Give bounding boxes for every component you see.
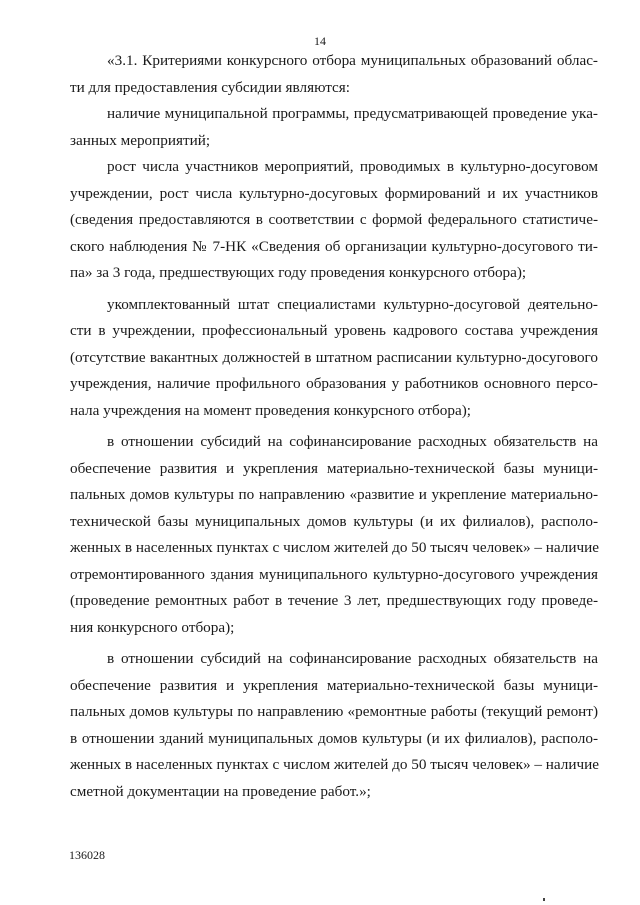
text-line: сти в учреждении, профессиональный уровень кадрового состава учреждения [70,322,598,339]
text-line: обеспечение развития и укрепления материально-технической базы муници- [70,676,598,694]
text-line: «3.1. Критериями конкурсного отбора муниципальных образований облас- [107,52,598,69]
text-line: укомплектованный штат специалистами культурно-досуговой деятельно- [107,295,598,313]
text-line: ти для предоставления субсидии являются: [70,78,350,96]
text-line: женных в населенных пунктах с числом жителей до 50 тысяч человек» – наличие [70,539,599,556]
text-line: обеспечение развития и укрепления материально-технической базы муници- [70,459,598,477]
text-line: наличие муниципальной программы, предусматривающей проведение ука- [107,105,598,122]
text-line: учреждения, наличие профильного образования у работников основного персо- [70,375,598,392]
text-line: пальных домов культуры по направлению «развитие и укрепление материально- [70,486,598,503]
text-line: отремонтированного здания муниципального культурно-досугового учреждения [70,565,598,583]
text-line: па» за 3 года, предшествующих году проведения конкурсного отбора); [70,264,527,281]
text-line: технической базы муниципальных домов культуры (и их филиалов), располо- [70,512,598,530]
document-code: 136028 [69,848,105,862]
text-line: пальных домов культуры по направлению «ремонтные работы (текущий ремонт) [70,703,598,720]
text-line: в отношении зданий муниципальных домов культуры (и их филиалов), располо- [70,729,598,747]
text-line: сметной документации на проведение работ.»; [70,782,371,800]
text-line: в отношении субсидий на софинансирование расходных обязательств на [107,650,598,667]
text-line: рост числа участников мероприятий, проводимых в культурно-досуговом [107,158,598,175]
text-line: (проведение ремонтных работ в течение 3 лет, предшествующих году проведе- [70,592,598,609]
text-line: в отношении субсидий на софинансирование расходных обязательств на [107,433,598,450]
text-line: нала учреждения на момент проведения конкурсного отбора); [70,401,471,419]
scan-speck [543,898,545,901]
text-line: учреждении, рост числа культурно-досуговых формирований и их участников [70,184,598,202]
text-line: (отсутствие вакантных должностей в штатном расписании культурно-досугового [70,348,598,366]
text-line: женных в населенных пунктах с числом жителей до 50 тысяч человек» – наличие [70,756,599,773]
text-line: ния конкурсного отбора); [70,618,235,636]
text-line: ского наблюдения № 7-НК «Сведения об организации культурно-досугового ти- [70,237,598,255]
document-body [70,48,598,805]
text-line: занных мероприятий; [70,131,211,149]
text-line: (сведения предоставляются в соответствии с формой федерального статистиче- [70,211,598,228]
page-number: 14 [314,34,326,48]
